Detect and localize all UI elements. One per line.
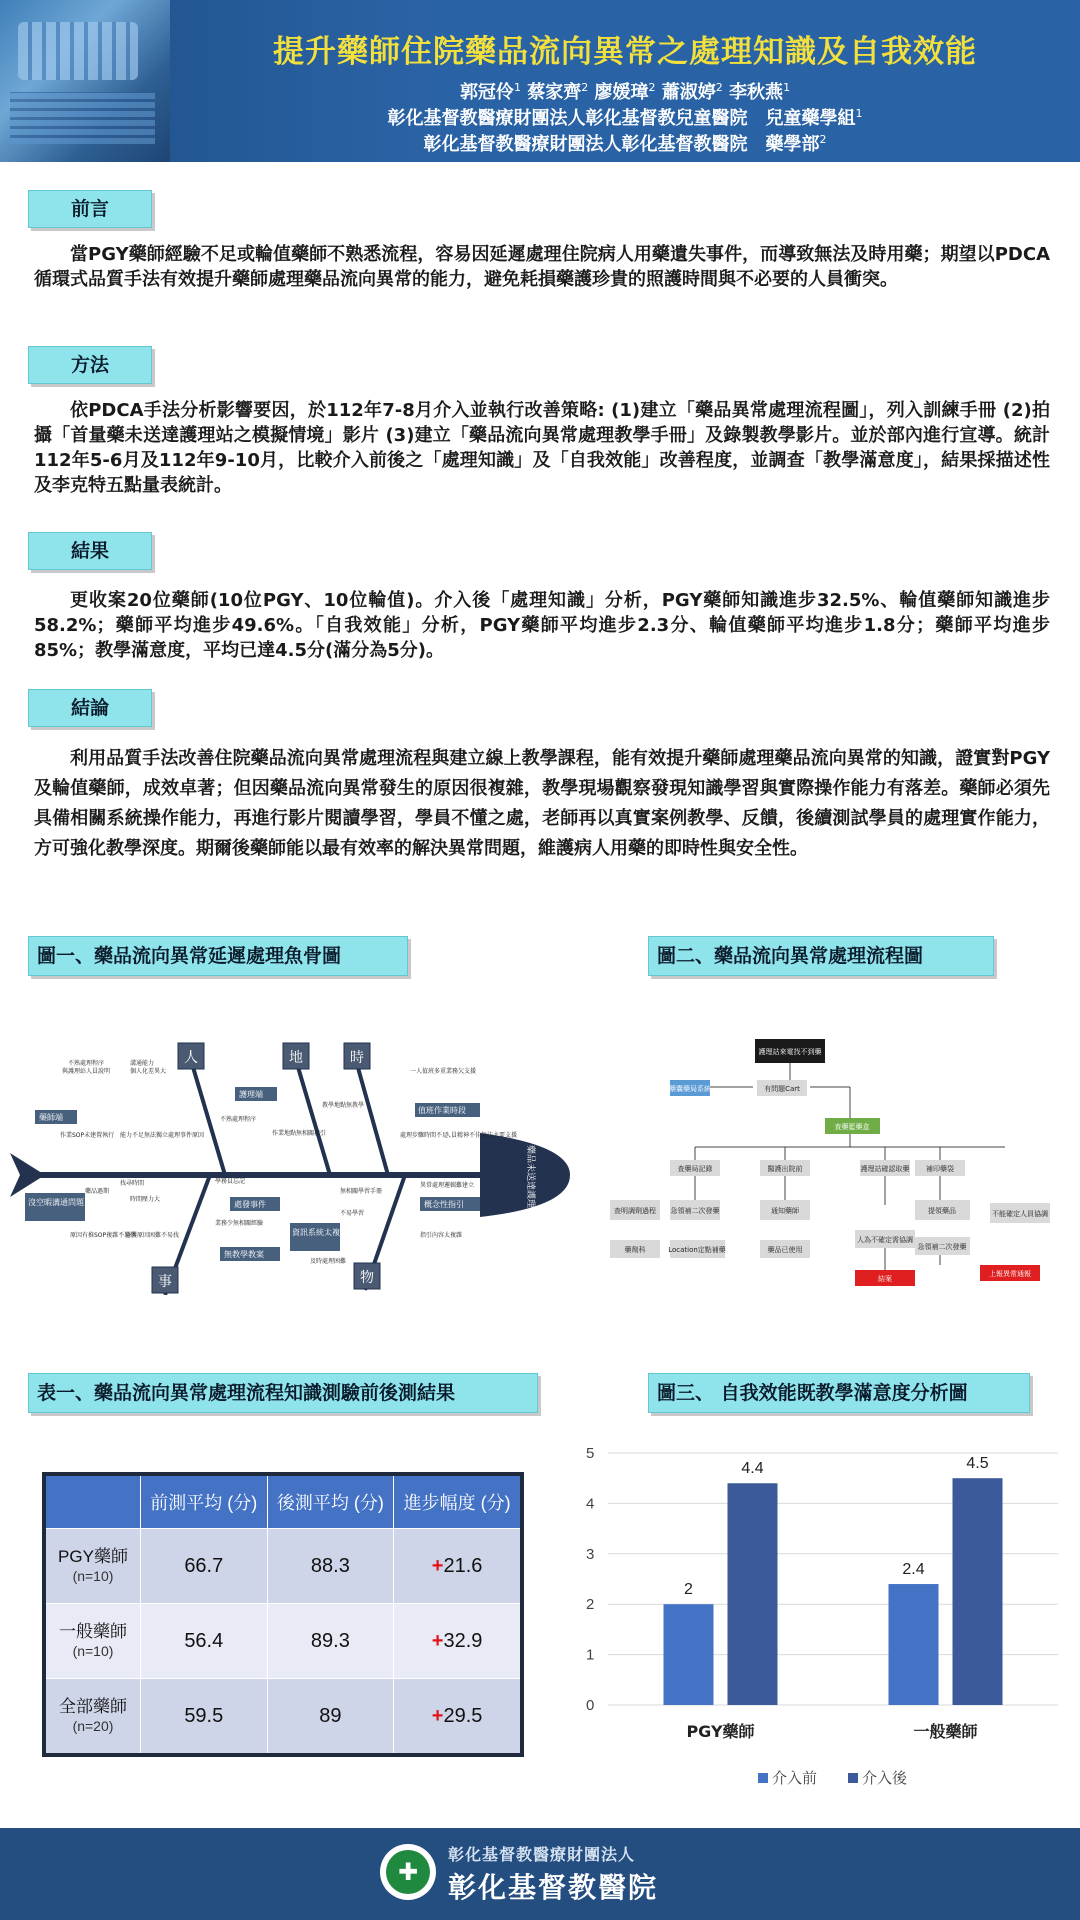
cause-text: 與護理站人員說明 — [62, 1068, 111, 1075]
bone-label: 時 — [350, 1050, 364, 1066]
table-row — [44, 1604, 522, 1679]
cause-text: 藥品過期 — [85, 1188, 110, 1195]
pre-cell: 66.7 — [141, 1529, 268, 1604]
flow-node: 查藥局記錄 — [677, 1165, 713, 1173]
table-header: 前測平均 (分) — [141, 1474, 268, 1529]
post-cell: 89.3 — [267, 1604, 394, 1679]
bone-label: 事 — [158, 1274, 172, 1290]
flow-node: 上報異常通報 — [989, 1270, 1031, 1278]
section-label-result: 結果 — [28, 532, 152, 570]
cause-text: 原因有推SOP複雜不易學 — [70, 1232, 137, 1239]
cause-text: 一人值班多重業務欠支援 — [410, 1068, 477, 1075]
table-header — [44, 1474, 141, 1529]
cause-label: 概念性指引 — [424, 1200, 464, 1209]
author: 蕭淑婷 — [661, 82, 716, 103]
section-label-conclusion: 結論 — [28, 689, 152, 727]
table-header: 後測平均 (分) — [267, 1474, 394, 1529]
post-cell: 89 — [267, 1679, 394, 1756]
cause-text: 及時處理困難 — [310, 1258, 347, 1265]
section-label-method: 方法 — [28, 346, 152, 384]
author: 李秋燕 — [729, 82, 784, 103]
intro-text: 當PGY藥師經驗不足或輪值藥師不熟悉流程，容易因延遲處理住院病人用藥遺失事件，而導致無法及時用藥；期望以PDCA循環式品質手法有效提升藥師處理藥品流向異常的能力，避免耗損藥護珍貴的照護時間與不必要的人員衝突。 — [34, 244, 1050, 290]
flow-node: 不能確定人員協調 — [992, 1210, 1048, 1218]
data-label: 2.4 — [902, 1561, 925, 1579]
group-cell: 全部藥師 (n=20) — [44, 1679, 141, 1756]
fishbone-diagram — [10, 1025, 575, 1295]
results-table — [42, 1472, 524, 1757]
flow-node: 補印藥袋 — [926, 1165, 954, 1173]
cause-text: 找尋時間 — [120, 1180, 145, 1187]
poster-title: 提升藥師住院藥品流向異常之處理知識及自我效能 — [273, 34, 977, 70]
flow-node: 藥劑科 — [624, 1246, 646, 1254]
figure3-label: 圖三、 自我效能既教學滿意度分析圖 — [648, 1373, 1030, 1413]
flow-node: Location定點補藥 — [668, 1246, 726, 1254]
legend-label: 介入前 — [772, 1769, 818, 1787]
flow-node: 結案 — [878, 1275, 892, 1283]
flowchart-diagram — [585, 1025, 1070, 1295]
affiliation-2: 彰化基督教醫療財團法人彰化基督教醫院 藥學部$^2$ — [423, 133, 827, 155]
cause-text: 指引內容太複雜 — [420, 1232, 463, 1239]
cause-label: 沒空暇溝通問題 — [28, 1198, 84, 1207]
bone-label: 人 — [184, 1050, 198, 1066]
cause-label: 藥師端 — [39, 1113, 63, 1122]
affiliation-1: 彰化基督教醫療財團法人彰化基督教兒童醫院 兒童藥學組$^1$ — [387, 107, 863, 129]
y-tick-label: 2 — [586, 1596, 595, 1614]
group-cell: 一般藥師 (n=10) — [44, 1604, 141, 1679]
bar — [953, 1478, 1003, 1705]
cause-text: 學務員忘記 — [215, 1178, 246, 1185]
cause-text: 作業地點無相關指引 — [272, 1130, 327, 1137]
cause-text: 不熟處理程序 — [220, 1116, 257, 1123]
cause-text: 異常處理邏輯難建立 — [420, 1182, 475, 1189]
pre-cell: 59.5 — [141, 1679, 268, 1756]
flow-node: 查藥籃藥盒 — [834, 1123, 870, 1131]
author-list: 郭冠伶$^1$ 蔡家齊$^2$ 廖媛璋$^2$ 蕭淑婷$^2$ 李秋燕$^1$ — [459, 81, 791, 103]
cause-text: 醫護原因困難不易找 — [125, 1232, 180, 1239]
legend-swatch — [758, 1773, 768, 1783]
header-photo — [0, 0, 170, 162]
flow-node: 急領補二次發藥 — [917, 1243, 967, 1251]
method-text: 依PDCA手法分析影響要因，於112年7-8月介入並執行改善策略: (1)建立「藥品異常處理流程圖」，列入訓練手冊 (2)拍攝「首量藥未送達護理站之模擬情境」影片 (3)建立「藥品流向異常處理教學手冊」及錄製教學影片。並於部內進行宣導。統計112年5-6月及112年9-10月，比較介入前後之「處理知識」及「自我效能」改善程度，並調查「教學滿意度」，結果採描述性及李克特五點量表統計。 — [34, 400, 1050, 496]
author: 蔡家齊 — [527, 82, 582, 103]
cause-text: 時間壓力大 — [130, 1196, 161, 1203]
cause-text: 不熟處理程序 — [68, 1060, 105, 1067]
cause-text: 作業SOP未建置執行 — [60, 1132, 115, 1139]
flow-node: 查明調劑過程 — [614, 1207, 656, 1215]
cause-text: 溝通能力 — [130, 1060, 155, 1067]
table-header-row — [44, 1474, 522, 1529]
post-cell: 88.3 — [267, 1529, 394, 1604]
y-tick-label: 0 — [586, 1697, 595, 1714]
diff-cell: +32.9 — [394, 1604, 522, 1679]
bone-label: 物 — [360, 1270, 374, 1286]
flow-node: 藥品已使用 — [767, 1246, 803, 1254]
table-header: 進步幅度 (分) — [394, 1474, 522, 1529]
group-cell: PGY藥師 (n=10) — [44, 1529, 141, 1604]
footer-org-large: 彰化基督教醫院 — [448, 1871, 659, 1904]
cause-label: 資訊系統太複雜 — [292, 1228, 348, 1237]
table-row — [44, 1529, 522, 1604]
cause-text: 能力不足無法獨立處理事件原因 — [120, 1132, 205, 1139]
cause-text: 人員精神不佳無法主要支援 — [445, 1132, 518, 1139]
data-label: 2 — [684, 1581, 693, 1599]
flow-node: 急領補二次發藥 — [670, 1207, 720, 1215]
bar — [664, 1604, 714, 1705]
diff-cell: +21.6 — [394, 1529, 522, 1604]
cross-logo-icon: ✚ — [380, 1844, 436, 1900]
y-tick-label: 5 — [586, 1445, 595, 1462]
flow-node: 通知藥師 — [771, 1207, 799, 1215]
cause-text: 業務少無相關經驗 — [215, 1220, 264, 1227]
flow-node: 人為不確定需協調 — [857, 1236, 913, 1244]
flow-node: 護理站確認取藥 — [860, 1165, 910, 1173]
table1-label: 表一、藥品流向異常處理流程知識測驗前後測結果 — [28, 1373, 538, 1413]
cause-text: 無相關學習手冊 — [340, 1188, 383, 1195]
y-tick-label: 1 — [586, 1646, 595, 1664]
x-tick-label: PGY藥師 — [686, 1722, 755, 1741]
flow-node: 藥囊藥局系統 — [669, 1085, 711, 1093]
cause-text: 處理步驟時間不足 — [400, 1132, 449, 1139]
legend-swatch — [848, 1773, 858, 1783]
bar — [889, 1584, 939, 1705]
flow-node: 提領藥品 — [928, 1207, 956, 1215]
flow-node: 醫護出院前 — [767, 1165, 803, 1173]
y-tick-label: 3 — [586, 1545, 595, 1563]
author: 廖媛璋 — [594, 82, 649, 103]
conclusion-text: 利用品質手法改善住院藥品流向異常處理流程與建立線上教學課程，能有效提升藥師處理藥品流向異常的知識，證實對PGY及輪值藥師，成效卓著；但因藥品流向異常發生的原因很複雜，教學現場觀察發現知識學習與實際操作能力有落差。藥師必須先具備相關系統操作能力，再進行影片閱讀學習，學員不懂之處，老師再以真實案例教學、反饋，後續測試學員的處理實作能力，方可強化教學深度。期爾後藥師能以最有效率的解決異常問題，維護病人用藥的即時性與安全性。 — [34, 748, 1050, 859]
table-row — [44, 1679, 522, 1756]
cause-label: 處發事件 — [234, 1200, 266, 1209]
diff-cell: +29.5 — [394, 1679, 522, 1756]
cause-text: 教學地點無教學 — [322, 1102, 365, 1109]
figure2-label: 圖二、藥品流向異常處理流程圖 — [648, 936, 994, 976]
x-tick-label: 一般藥師 — [913, 1722, 978, 1741]
data-label: 4.5 — [966, 1455, 989, 1473]
bar — [728, 1483, 778, 1705]
data-label: 4.4 — [741, 1460, 764, 1478]
flow-node: 有問題Cart — [764, 1085, 800, 1093]
cause-label: 無教學教案 — [224, 1250, 264, 1259]
footer — [0, 1828, 1080, 1920]
bone-label: 地 — [289, 1050, 303, 1066]
cause-text: 不易學習 — [340, 1210, 365, 1217]
figure1-label: 圖一、藥品流向異常延遲處理魚骨圖 — [28, 936, 408, 976]
self-efficacy-bar-chart — [568, 1433, 1070, 1798]
footer-org-small: 彰化基督教醫療財團法人 — [448, 1845, 636, 1864]
section-label-intro: 前言 — [28, 190, 152, 228]
result-text: 更收案20位藥師(10位PGY、10位輪值)。介入後「處理知識」分析，PGY藥師知識進步32.5%、輪值藥師知識進步58.2%；藥師平均進步49.6%。「自我效能」分析，PGY藥師平均進步2.3分、輪值藥師平均進步1.8分；藥師平均進步85%；教學滿意度，平均已達4.5分(滿分為5分)。 — [34, 590, 1050, 661]
y-tick-label: 4 — [586, 1495, 595, 1513]
pre-cell: 56.4 — [141, 1604, 268, 1679]
cause-text: 個人化差異大 — [130, 1068, 167, 1075]
flow-node: 護理站來電找不到藥 — [758, 1048, 822, 1056]
cause-label: 護理端 — [239, 1090, 263, 1099]
legend-label: 介入後 — [862, 1769, 908, 1787]
cause-label: 值班作業時段 — [418, 1106, 466, 1115]
fishbone-head: 藥品未送達護理站藥師處理延遲 — [525, 1145, 535, 1272]
author: 郭冠伶 — [459, 82, 514, 103]
poster-header — [0, 0, 1080, 162]
